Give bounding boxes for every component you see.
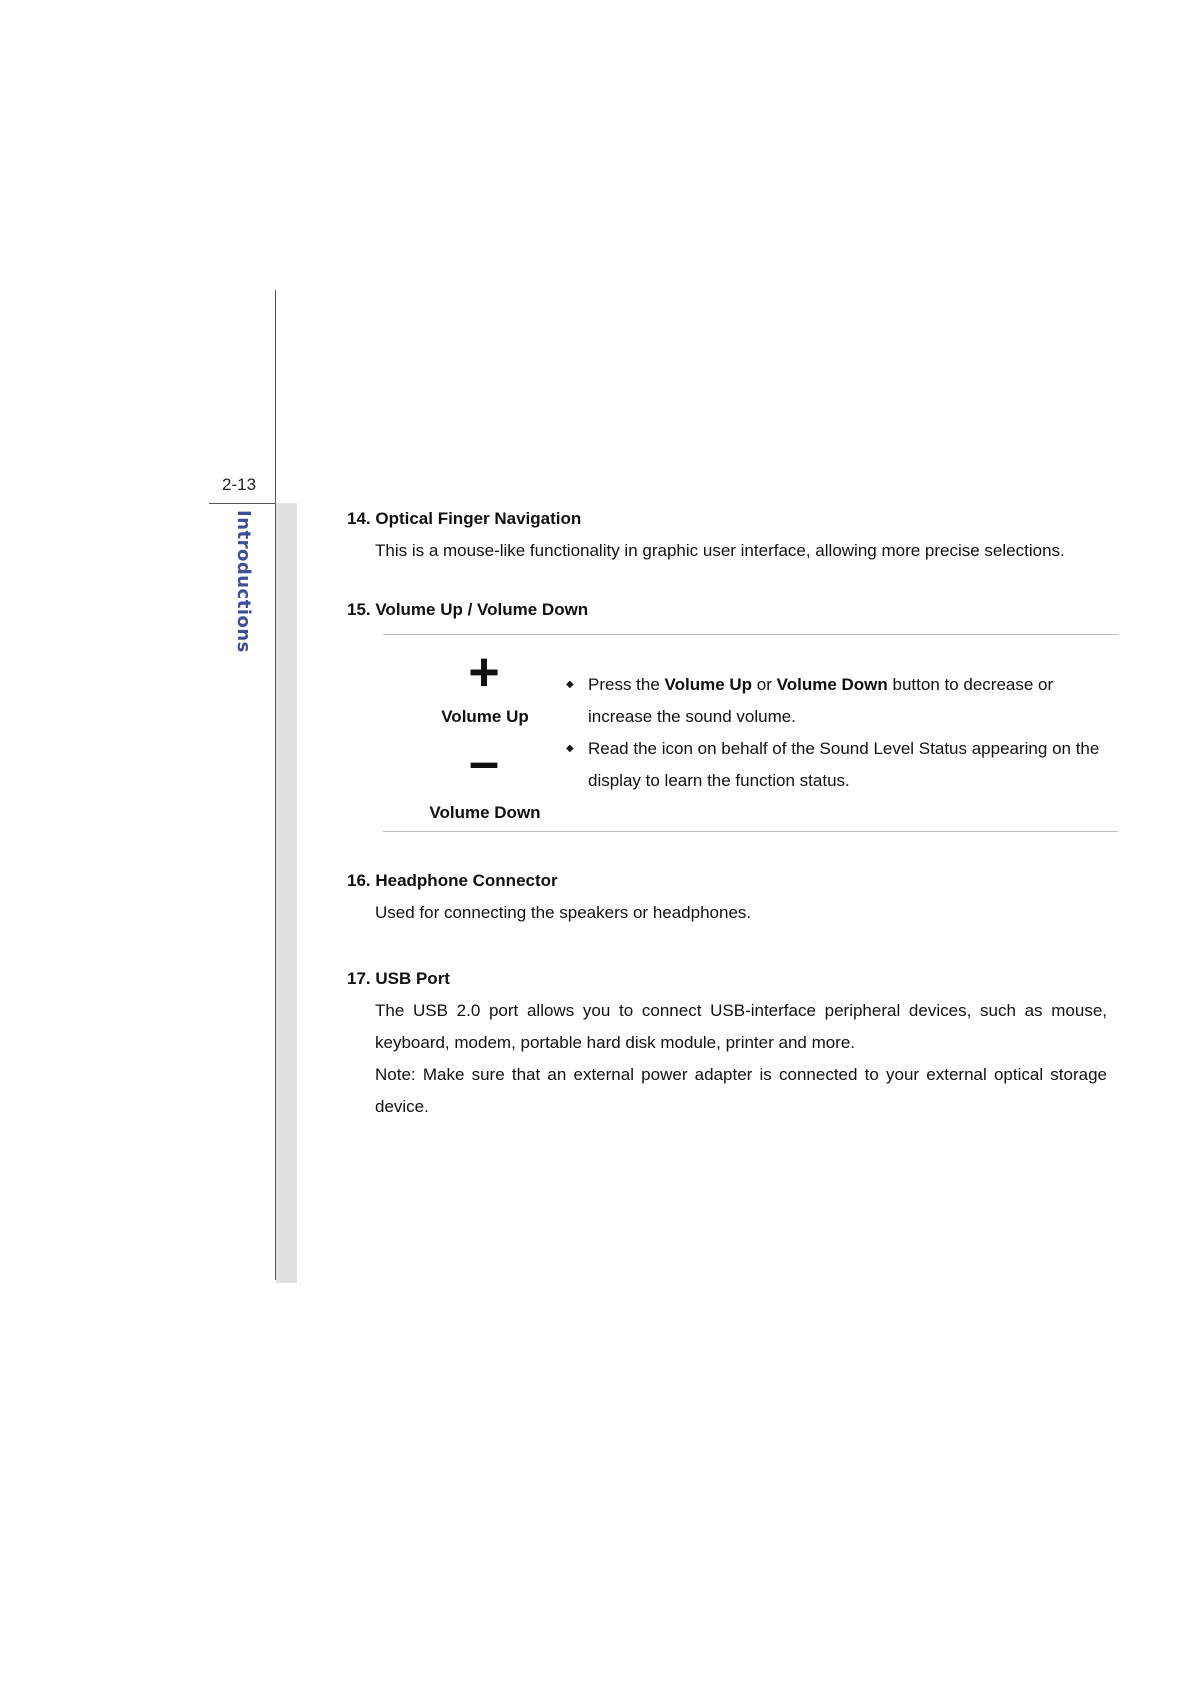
item-16-heading: 16. Headphone Connector [347, 871, 558, 890]
minus-icon: – [468, 732, 500, 792]
item-15-heading: 15. Volume Up / Volume Down [347, 600, 589, 619]
page-number-rule [209, 503, 275, 504]
page-number: 2-13 [222, 475, 257, 494]
item-14-heading: 14. Optical Finger Navigation [347, 509, 582, 528]
volume-up-label: Volume Up [441, 707, 529, 726]
list-item: ◆ Read the icon on behalf of the Sound Level Status appearing on the display to learn the function status. [568, 733, 1118, 797]
section-tab-label: Introductions [233, 510, 254, 653]
diamond-bullet-icon: ◆ [566, 679, 574, 690]
item-17-heading: 17. USB Port [347, 969, 450, 988]
page-content [347, 503, 1117, 1123]
item-17-note: Note: Make sure that an external power adapter is connected to your external optical storage device. [375, 1065, 1107, 1116]
item-14-body: This is a mouse-like functionality in graphic user interface, allowing more precise selections. [375, 541, 1065, 560]
list-item: ◆ Press the Volume Up or Volume Down button to decrease or increase the sound volume. [568, 669, 1118, 733]
volume-down-label: Volume Down [429, 803, 541, 822]
volume-controls-table [383, 634, 1118, 832]
volume-instructions-list [568, 669, 1118, 797]
plus-icon: + [468, 642, 500, 702]
item-16-body: Used for connecting the speakers or headphones. [375, 903, 752, 922]
margin-gray-band [276, 503, 297, 1283]
diamond-bullet-icon: ◆ [566, 743, 574, 754]
item-17-body: The USB 2.0 port allows you to connect USB-interface peripheral devices, such as mouse, keyboard, modem, portable hard disk module, printer and more. [375, 1001, 1107, 1052]
